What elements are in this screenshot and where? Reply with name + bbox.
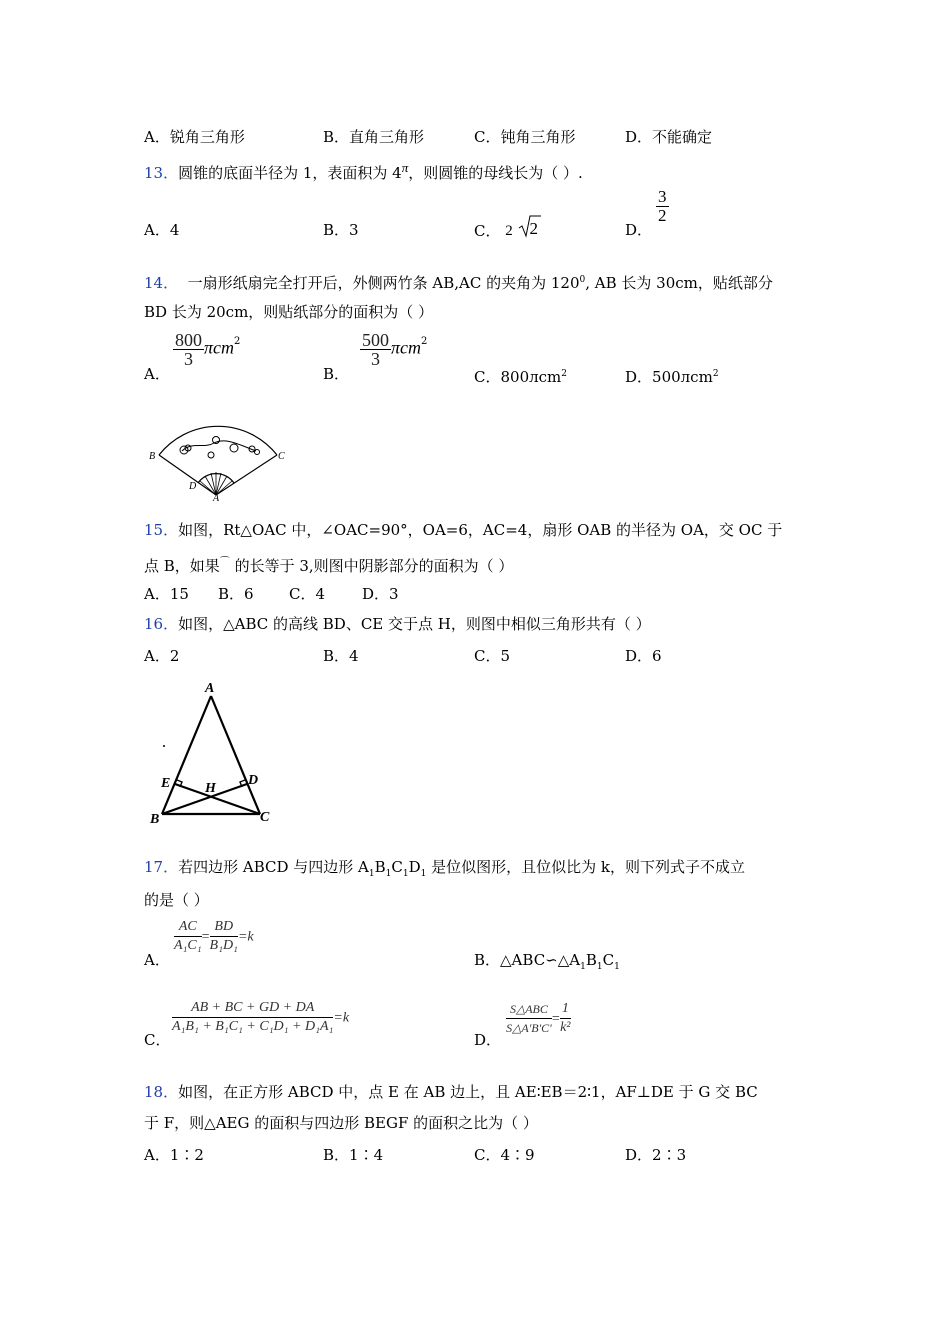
q13-option-d-fraction	[656, 188, 669, 225]
q14-line1-b: , AB 长为 30cm，贴纸部分	[585, 274, 773, 292]
frac-denominator: B₁D₁	[209, 938, 238, 953]
pi-symbol: π	[204, 337, 214, 358]
unit-cm: cm	[400, 337, 422, 358]
fan-label-b: B	[149, 451, 156, 462]
q16-stem	[144, 614, 651, 634]
q16-text: 如图，△ABC 的高线 BD、CE 交于点 H，则图中相似三角形共有（ ）	[178, 615, 651, 633]
q14-degree-sup: 0	[579, 275, 586, 285]
fan-figure	[144, 415, 294, 503]
q12-option-c: C．钝角三角形	[474, 128, 576, 146]
q14-option-a-expr	[173, 331, 240, 368]
arc-symbol: ⌒	[219, 557, 230, 568]
q18-number: 18．	[144, 1083, 179, 1101]
q15-line1-text: 如图，Rt△OAC 中，∠OAC=90°，OA=6，AC=4，扇形 OAB 的半径为 OA，交 OC 于	[178, 521, 783, 539]
frac-denominator: A₁C₁	[174, 938, 202, 953]
q12-option-a: A．锐角三角形	[144, 128, 245, 146]
fan-label-c: C	[278, 451, 285, 462]
q17-option-b-rest: B	[585, 951, 597, 969]
q15-option-b: B．6	[218, 585, 254, 603]
sub-1: 1	[385, 869, 392, 879]
q17-option-d-label: D．	[474, 1031, 502, 1049]
sub-1: 1	[614, 962, 620, 972]
q18-option-b: B．1∶4	[323, 1146, 384, 1164]
q16-option-b: B．4	[323, 647, 359, 665]
q17-number: 17．	[144, 858, 179, 876]
q15-line2-a: 点 B，如果	[144, 557, 220, 575]
q17-option-d-expr	[506, 1000, 571, 1037]
q13-pi: π	[401, 160, 409, 175]
q13-option-c-label: C．	[474, 222, 501, 240]
frac-denominator: k²	[560, 1020, 571, 1035]
q14-number: 14．	[144, 274, 179, 292]
pi-symbol: π	[391, 337, 401, 358]
q14-option-c	[474, 364, 567, 387]
q13-option-c-radicand: 2	[529, 219, 539, 238]
q17-option-a-label: A．	[144, 951, 170, 969]
tri-label-c: C	[260, 810, 270, 825]
q15-line2	[144, 553, 513, 576]
frac-numerator: S△ABC	[506, 1000, 552, 1019]
q18-line1-text: 如图，在正方形 ABCD 中，点 E 在 AB 边上，且 AE∶EB＝2∶1，AF⊥DE 于 G 交 BC	[178, 1083, 758, 1101]
q17-line2: 的是（ ）	[144, 891, 209, 909]
q13-text-b: ，则圆锥的母线长为（ ）.	[408, 164, 583, 182]
q17-option-c-expr	[172, 999, 349, 1036]
triangle-figure	[144, 676, 284, 828]
q17-option-c-label: C．	[144, 1031, 171, 1049]
q16-option-c: C．5	[474, 647, 511, 665]
equals: =	[201, 929, 210, 945]
q14-option-b-label: B．	[323, 365, 350, 383]
q18-option-d: D．2∶3	[625, 1146, 687, 1164]
q17-line1-e: 是位似图形，且位似比为 k，则下列式子不成立	[426, 858, 745, 876]
frac-numerator: BD	[210, 918, 238, 937]
unit-sup: 2	[421, 335, 428, 347]
q13-option-c-coef: 2	[505, 223, 513, 239]
q17-option-b	[474, 950, 620, 977]
q14-option-c-text: C．800лcm	[474, 368, 562, 386]
q13-number: 13．	[144, 164, 179, 182]
q18-line2: 于 F，则△AEG 的面积与四边形 BEGF 的面积之比为（ ）	[144, 1114, 538, 1132]
tri-label-h: H	[205, 781, 216, 796]
tri-label-e: E	[161, 776, 171, 791]
sub-1: 1	[596, 962, 603, 972]
q13-text-a: 圆锥的底面半径为 1，表面积为 4	[178, 164, 402, 182]
q14-line1-a: 一扇形纸扇完全打开后，外侧两竹条 AB,AC 的夹角为 120	[187, 274, 580, 292]
q14-option-a-label: A．	[144, 365, 170, 383]
tri-label-d: D	[248, 773, 259, 788]
fan-label-d: D	[189, 481, 197, 492]
q13-option-a: A．4	[144, 221, 180, 239]
frac-denominator: 3	[184, 349, 193, 369]
equals-k: =k	[237, 929, 254, 945]
q12-option-d: D．不能确定	[625, 128, 713, 146]
q17-option-a-expr	[174, 918, 254, 955]
q14-line1	[144, 270, 773, 293]
q18-line1	[144, 1082, 758, 1102]
frac-numerator: 1	[560, 1000, 571, 1019]
frac-denominator: 3	[371, 349, 380, 369]
q16-option-a: A．2	[144, 647, 180, 665]
q17-line1-d: D	[408, 858, 421, 876]
unit-cm: cm	[213, 337, 235, 358]
q15-line1	[144, 520, 782, 540]
q17-line1-b: B	[374, 858, 386, 876]
q17-line1	[144, 857, 745, 884]
q14-option-d-text: D．500лcm	[625, 368, 713, 386]
tri-label-a: A	[205, 681, 215, 696]
q18-option-a: A．1∶2	[144, 1146, 204, 1164]
q15-option-c: C．4	[289, 585, 326, 603]
tri-label-b: B	[150, 812, 160, 827]
frac-numerator: AB + BC + GD + DA	[172, 999, 333, 1018]
q16-option-d: D．6	[625, 647, 662, 665]
q12-option-b: B．直角三角形	[323, 128, 425, 146]
q13-stem	[144, 158, 583, 183]
unit-sup: 2	[712, 369, 719, 379]
frac-numerator: 3	[658, 187, 667, 206]
fan-label-a: A	[213, 493, 220, 503]
q14-option-b-expr	[360, 331, 427, 368]
frac-numerator: AC	[174, 918, 202, 937]
q15-line2-b: 的长等于 3,则图中阴影部分的面积为（ ）	[229, 557, 514, 575]
q15-option-a: A．15	[144, 585, 189, 603]
frac-denominator: S△A'B'C'	[506, 1021, 552, 1035]
q17-line1-c: C	[391, 858, 403, 876]
q13-option-c	[474, 214, 550, 240]
q15-option-d: D．3	[362, 585, 399, 603]
frac-numerator: 800	[175, 330, 202, 350]
unit-sup: 2	[234, 335, 241, 347]
equals: =	[551, 1011, 560, 1027]
q17-line1-a: 若四边形 ABCD 与四边形 A	[178, 858, 369, 876]
q14-line2: BD 长为 20cm，则贴纸部分的面积为（ ）	[144, 303, 434, 321]
unit-sup: 2	[561, 369, 567, 379]
frac-denominator: 2	[658, 206, 667, 225]
q13-option-d-label: D．	[625, 221, 653, 239]
sub-1: 1	[580, 962, 586, 972]
q16-number: 16．	[144, 615, 179, 633]
q14-option-d	[625, 364, 719, 387]
q17-option-b-text: B．△ABC∽△A	[474, 951, 581, 969]
q18-option-c: C．4∶9	[474, 1146, 535, 1164]
equals-k: =k	[333, 1010, 350, 1026]
q13-option-b: B．3	[323, 221, 359, 239]
sub-1: 1	[402, 869, 409, 879]
frac-numerator: 500	[362, 330, 389, 350]
q17-option-b-rest2: C	[602, 951, 615, 969]
sub-1: 1	[420, 869, 427, 879]
sub-1: 1	[368, 869, 375, 879]
frac-denominator: A₁B₁ + B₁C₁ + C₁D₁ + D₁A₁	[172, 1019, 334, 1034]
q15-number: 15．	[144, 521, 179, 539]
